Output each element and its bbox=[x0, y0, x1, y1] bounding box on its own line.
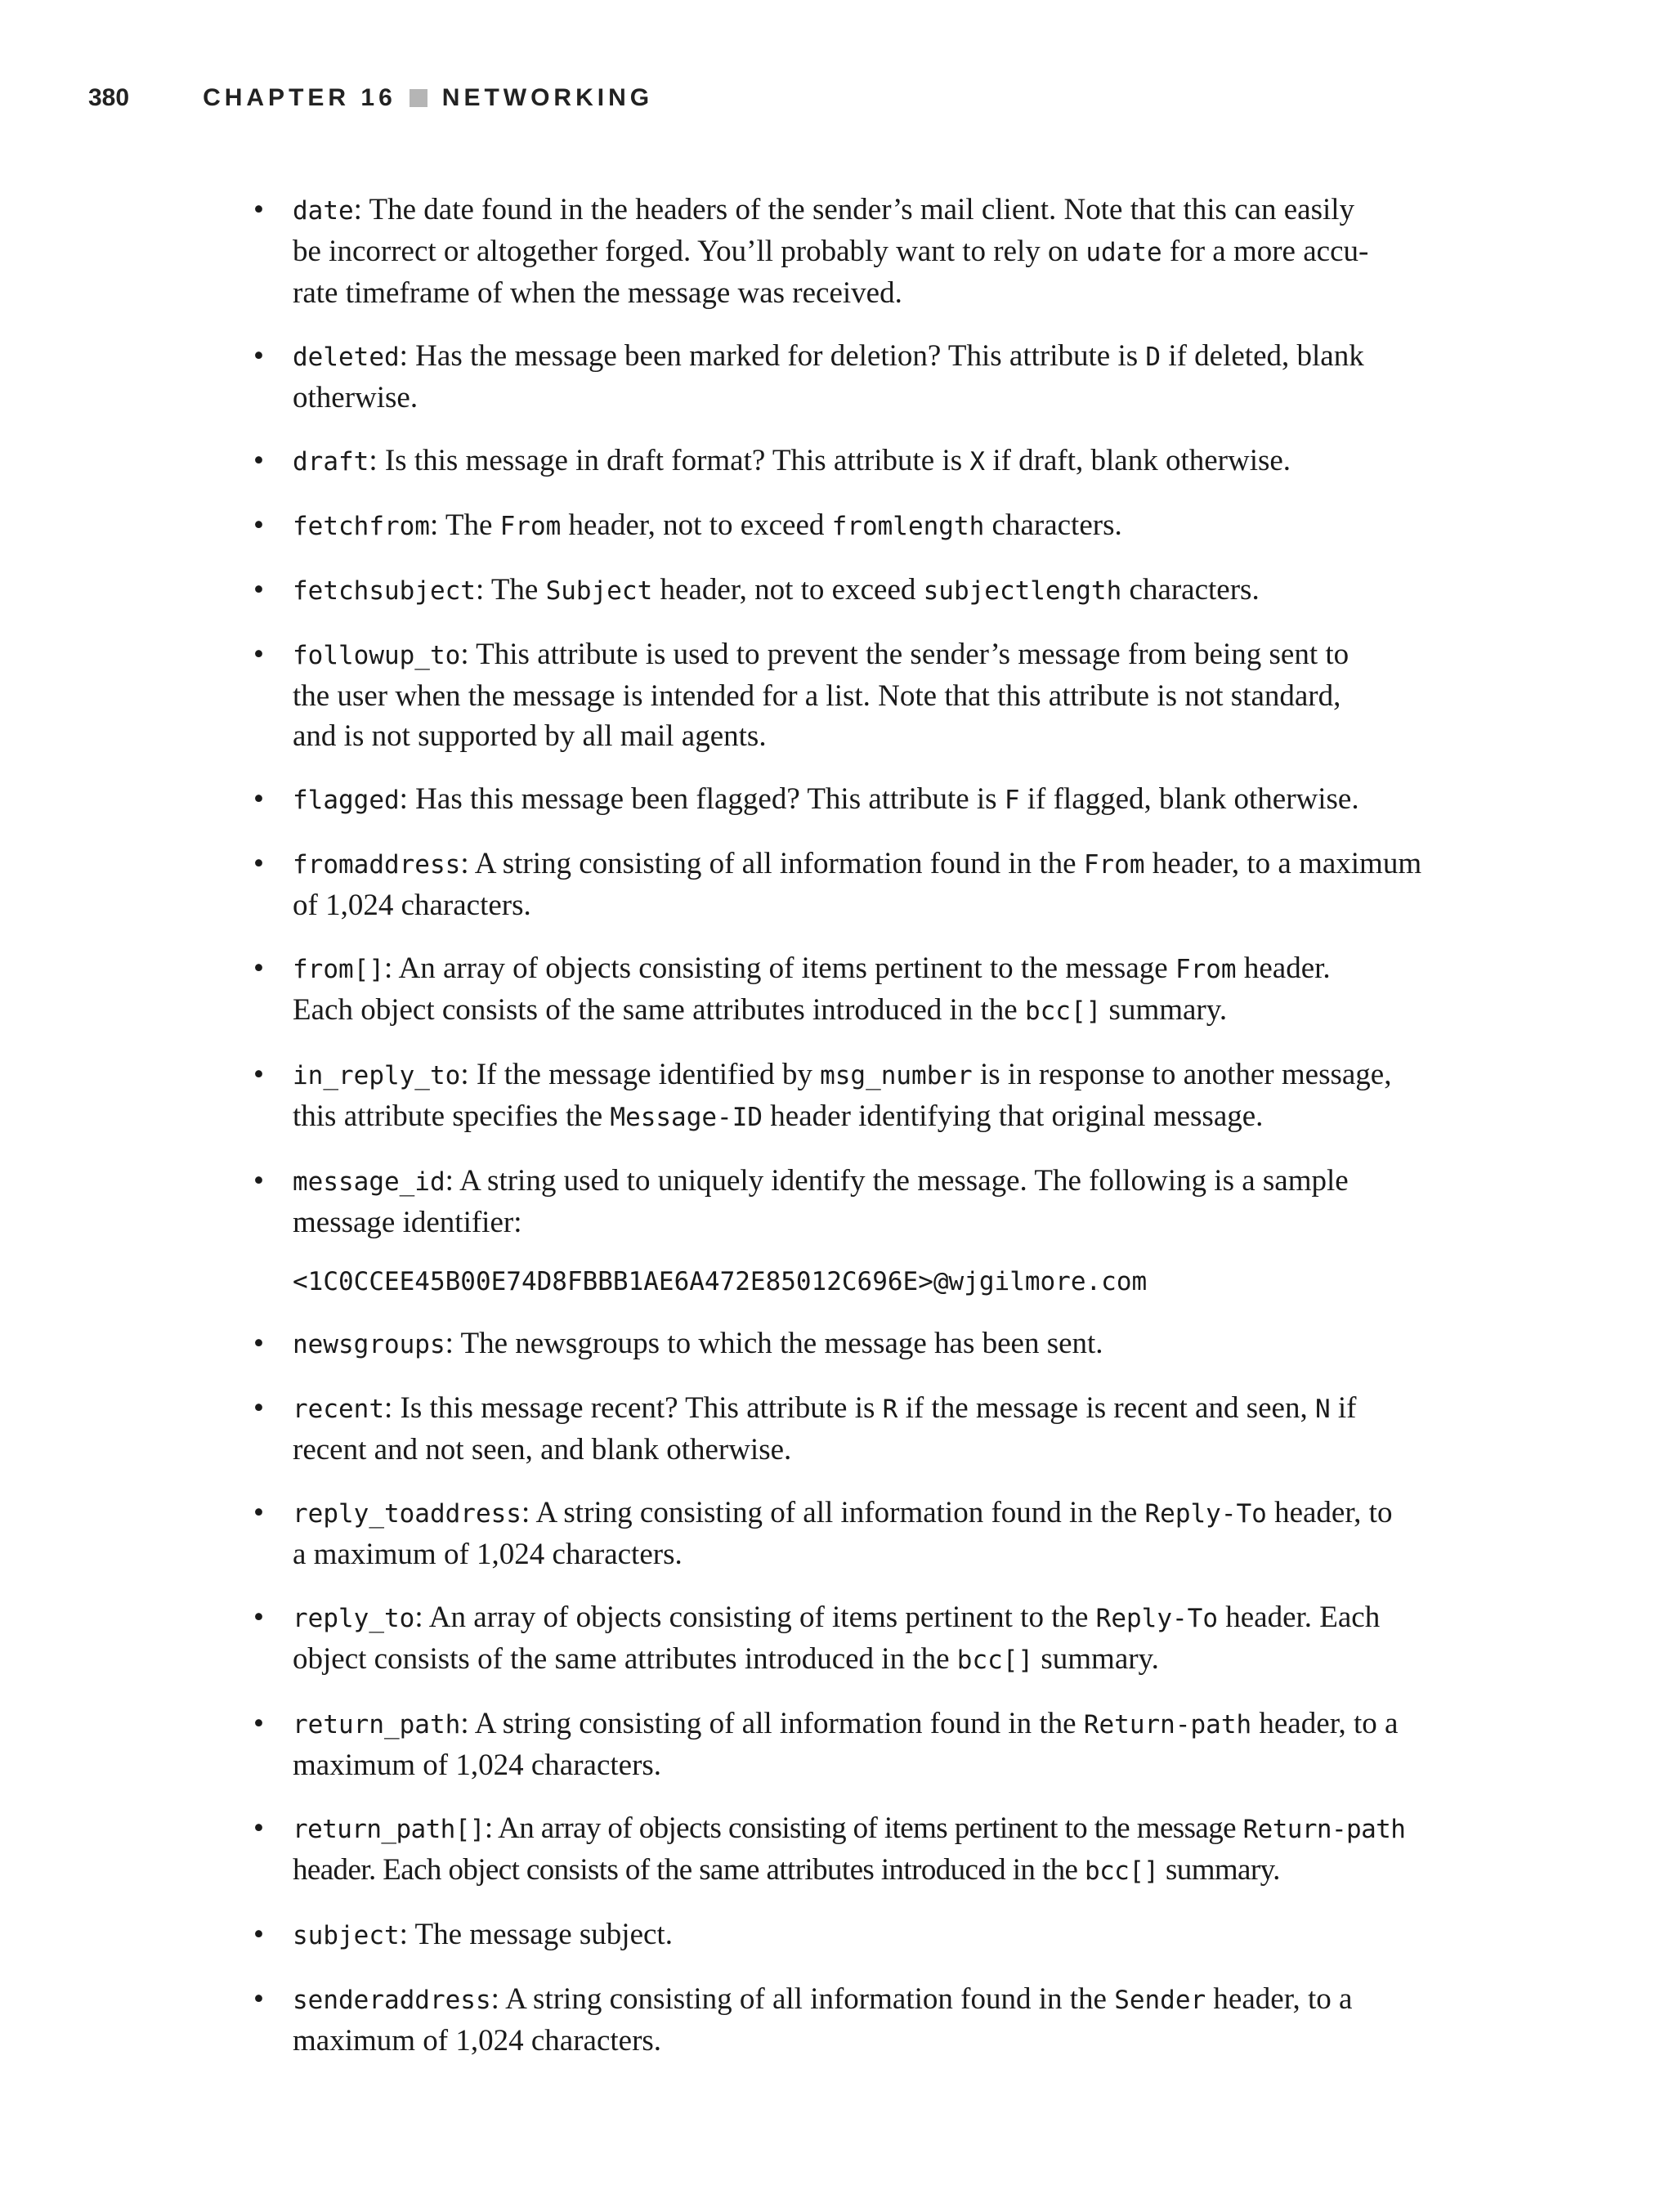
code-term: date bbox=[293, 196, 354, 226]
code-term: Reply-To bbox=[1095, 1604, 1218, 1633]
code-term: From bbox=[1083, 850, 1145, 880]
code-term: X bbox=[969, 447, 986, 477]
code-term: fetchsubject bbox=[293, 576, 476, 606]
code-term: Return-path bbox=[1083, 1710, 1252, 1740]
text-line bbox=[293, 1808, 1460, 1850]
body-text: : If the message identified by bbox=[460, 1058, 821, 1091]
text-line bbox=[293, 1534, 1460, 1574]
body-text: : Has this message been flagged? This attribute is bbox=[399, 782, 1005, 816]
body-text: characters. bbox=[1121, 573, 1260, 607]
code-term: in_reply_to bbox=[293, 1061, 461, 1090]
body-text: header, to a bbox=[1206, 1982, 1353, 2016]
text-line bbox=[293, 1055, 1460, 1096]
code-term: msg_number bbox=[820, 1061, 973, 1090]
text-line bbox=[293, 779, 1460, 821]
body-text: : A string consisting of all information found in the bbox=[521, 1496, 1145, 1529]
chapter-label: CHAPTER 16 bbox=[203, 84, 396, 111]
list-item bbox=[253, 1979, 1460, 2061]
body-text: recent and not seen, and blank otherwise. bbox=[293, 1433, 792, 1466]
list-item bbox=[253, 1388, 1460, 1470]
bullet-icon: • bbox=[253, 638, 264, 671]
code-term: R bbox=[882, 1395, 898, 1424]
attribute-list bbox=[253, 190, 1460, 2061]
bullet-icon: • bbox=[253, 1982, 264, 2016]
body-text: : A string consisting of all information found in the bbox=[460, 847, 1084, 880]
code-term: senderaddress bbox=[293, 1986, 491, 2015]
body-text: a maximum of 1,024 characters. bbox=[293, 1538, 683, 1571]
code-term: Sender bbox=[1114, 1986, 1206, 2015]
body-text: if flagged, blank otherwise. bbox=[1019, 782, 1359, 816]
text-line bbox=[293, 378, 1460, 418]
section-label: NETWORKING bbox=[441, 84, 654, 111]
text-line bbox=[293, 676, 1460, 716]
code-term: bcc[] bbox=[1024, 996, 1102, 1026]
body-text: characters. bbox=[984, 508, 1122, 542]
bullet-icon: • bbox=[253, 1391, 264, 1425]
body-text: : Has the message been marked for deletion? This attribute is bbox=[399, 339, 1146, 373]
text-line bbox=[293, 1597, 1460, 1639]
bullet-icon: • bbox=[253, 444, 264, 477]
body-text: summary. bbox=[1101, 993, 1228, 1027]
body-text: : This attribute is used to prevent the sender’s message from being sent to bbox=[460, 638, 1349, 671]
code-term: Subject bbox=[545, 576, 653, 606]
body-text: : The newsgroups to which the message has been sent. bbox=[445, 1327, 1103, 1360]
body-text: header. Each bbox=[1217, 1601, 1381, 1634]
list-item bbox=[253, 1914, 1460, 1956]
list-item bbox=[253, 1323, 1460, 1365]
list-item bbox=[253, 1493, 1460, 1574]
code-term: recent bbox=[293, 1395, 384, 1424]
bullet-icon: • bbox=[253, 1707, 264, 1740]
text-line bbox=[293, 1704, 1460, 1745]
text-line bbox=[293, 1096, 1460, 1138]
text-line bbox=[293, 844, 1460, 885]
list-item bbox=[253, 1055, 1460, 1138]
text-line bbox=[293, 1914, 1460, 1956]
bullet-icon: • bbox=[253, 339, 264, 373]
text-line bbox=[293, 1430, 1460, 1470]
body-text: otherwise. bbox=[293, 381, 418, 414]
text-line bbox=[293, 505, 1460, 547]
list-item bbox=[253, 1808, 1460, 1892]
page-number: 380 bbox=[88, 84, 130, 111]
body-text: header, not to exceed bbox=[561, 508, 832, 542]
code-term: deleted bbox=[293, 343, 400, 372]
list-item bbox=[253, 779, 1460, 821]
list-item bbox=[253, 634, 1460, 756]
body-text: : A string consisting of all information found in the bbox=[460, 1707, 1084, 1740]
list-item bbox=[253, 1597, 1460, 1681]
bullet-icon: • bbox=[253, 782, 264, 816]
separator-square-icon bbox=[410, 89, 427, 107]
list-item bbox=[253, 948, 1460, 1032]
bullet-icon: • bbox=[253, 1327, 264, 1360]
body-text: : An array of objects consisting of items pertinent to the message bbox=[383, 952, 1175, 985]
bullet-icon: • bbox=[253, 1164, 264, 1198]
text-line bbox=[293, 441, 1460, 482]
code-term: subject bbox=[293, 1921, 400, 1950]
code-term: F bbox=[1004, 786, 1020, 815]
text-line bbox=[293, 634, 1460, 676]
sample-identifier: <1C0CCEE45B00E74D8FBBB1AE6A472E85012C696E>@wjgilmore.com bbox=[293, 1267, 1148, 1296]
bullet-icon: • bbox=[253, 952, 264, 985]
body-text: header identifying that original message. bbox=[763, 1099, 1264, 1133]
text-line bbox=[293, 1639, 1460, 1681]
bullet-icon: • bbox=[253, 1058, 264, 1091]
code-term: From bbox=[499, 512, 562, 541]
body-text: object consists of the same attributes introduced in the bbox=[293, 1642, 957, 1676]
code-term: fromaddress bbox=[293, 850, 461, 880]
body-text: if bbox=[1330, 1391, 1357, 1425]
text-line bbox=[293, 885, 1460, 925]
body-text: Each object consists of the same attributes introduced in the bbox=[293, 993, 1025, 1027]
body-text: : An array of objects consisting of items pertinent to the message bbox=[484, 1811, 1243, 1845]
body-text: of 1,024 characters. bbox=[293, 889, 531, 922]
body-text: maximum of 1,024 characters. bbox=[293, 1749, 662, 1782]
body-text: : An array of objects consisting of items pertinent to the bbox=[414, 1601, 1096, 1634]
body-text: : A string used to uniquely identify the message. The following is a sample bbox=[445, 1164, 1349, 1198]
body-text: : The message subject. bbox=[399, 1918, 673, 1951]
body-text: be incorrect or altogether forged. You’ll probably want to rely on bbox=[293, 235, 1086, 268]
body-text: : The bbox=[429, 508, 500, 542]
text-line bbox=[293, 273, 1460, 313]
code-term: fetchfrom bbox=[293, 512, 430, 541]
bullet-icon: • bbox=[253, 1496, 264, 1529]
text-line bbox=[293, 190, 1460, 231]
code-term: D bbox=[1145, 343, 1162, 372]
code-term: N bbox=[1314, 1395, 1331, 1424]
bullet-icon: • bbox=[253, 847, 264, 880]
body-text: header, to bbox=[1266, 1496, 1393, 1529]
list-item bbox=[253, 505, 1460, 547]
code-term: message_id bbox=[293, 1167, 445, 1197]
bullet-icon: • bbox=[253, 508, 264, 542]
text-line bbox=[293, 231, 1460, 273]
list-item bbox=[253, 441, 1460, 482]
code-term: bcc[] bbox=[1085, 1856, 1159, 1886]
body-text: : The date found in the headers of the sender’s mail client. Note that this can easily bbox=[353, 193, 1355, 226]
code-term: reply_to bbox=[293, 1604, 415, 1633]
bullet-icon: • bbox=[253, 193, 264, 226]
text-line bbox=[293, 2021, 1460, 2061]
list-item bbox=[253, 336, 1460, 418]
bullet-icon: • bbox=[253, 1601, 264, 1634]
body-text: summary. bbox=[1033, 1642, 1159, 1676]
body-text: : Is this message recent? This attribute is bbox=[383, 1391, 883, 1425]
code-term: Message-ID bbox=[610, 1103, 763, 1132]
body-text: rate timeframe of when the message was received. bbox=[293, 276, 902, 310]
body-text: summary. bbox=[1158, 1853, 1280, 1887]
list-item bbox=[253, 1704, 1460, 1785]
text-line bbox=[293, 1979, 1460, 2021]
code-term: draft bbox=[293, 447, 369, 477]
code-term: reply_toaddress bbox=[293, 1499, 521, 1529]
body-text: : A string consisting of all information found in the bbox=[490, 1982, 1115, 2016]
code-term: Reply-To bbox=[1144, 1499, 1267, 1529]
body-text: header, to a maximum bbox=[1144, 847, 1422, 880]
running-head bbox=[88, 82, 653, 114]
body-text: for a more accu- bbox=[1162, 235, 1369, 268]
code-term: return_path[] bbox=[293, 1815, 485, 1844]
text-line bbox=[293, 1388, 1460, 1430]
body-text: header, to a bbox=[1251, 1707, 1399, 1740]
list-item bbox=[253, 844, 1460, 925]
code-term: Return-path bbox=[1242, 1815, 1406, 1844]
text-line bbox=[293, 1161, 1460, 1202]
text-line bbox=[293, 336, 1460, 378]
list-item bbox=[253, 570, 1460, 611]
text-line bbox=[293, 990, 1460, 1032]
list-item bbox=[253, 190, 1460, 313]
list-item bbox=[253, 1161, 1460, 1243]
body-text: message identifier: bbox=[293, 1206, 522, 1239]
text-line bbox=[293, 1493, 1460, 1534]
bullet-icon: • bbox=[253, 573, 264, 607]
code-term: bcc[] bbox=[956, 1646, 1034, 1675]
text-line bbox=[293, 1323, 1460, 1365]
body-text: the user when the message is intended for a list. Note that this attribute is not standard, bbox=[293, 679, 1341, 713]
body-text: : The bbox=[475, 573, 546, 607]
body-text: is in response to another message, bbox=[972, 1058, 1392, 1091]
text-line bbox=[293, 1850, 1460, 1892]
code-term: followup_to bbox=[293, 641, 461, 670]
body-text: maximum of 1,024 characters. bbox=[293, 2024, 662, 2058]
text-line bbox=[293, 570, 1460, 611]
code-term: return_path bbox=[293, 1710, 461, 1740]
body-text: and is not supported by all mail agents. bbox=[293, 719, 767, 753]
body-text: if the message is recent and seen, bbox=[897, 1391, 1315, 1425]
code-term: From bbox=[1175, 955, 1237, 984]
text-line bbox=[293, 1202, 1460, 1243]
body-text: if draft, blank otherwise. bbox=[985, 444, 1291, 477]
body-text: header, not to exceed bbox=[652, 573, 924, 607]
text-line bbox=[293, 716, 1460, 756]
code-term: udate bbox=[1085, 238, 1162, 267]
code-term: from[] bbox=[293, 955, 384, 984]
code-term: subjectlength bbox=[923, 576, 1122, 606]
body-text: : Is this message in draft format? This attribute is bbox=[369, 444, 970, 477]
text-line bbox=[293, 948, 1460, 990]
code-term: newsgroups bbox=[293, 1330, 445, 1359]
bullet-icon: • bbox=[253, 1918, 264, 1951]
page-body bbox=[253, 190, 1460, 2084]
body-text: header. bbox=[1236, 952, 1331, 985]
text-line bbox=[293, 1745, 1460, 1785]
body-text: this attribute specifies the bbox=[293, 1099, 611, 1133]
body-text: header. Each object consists of the same attributes introduced in the bbox=[293, 1853, 1085, 1887]
code-term: fromlength bbox=[831, 512, 985, 541]
bullet-icon: • bbox=[253, 1811, 264, 1845]
body-text: if deleted, blank bbox=[1161, 339, 1364, 373]
code-term: flagged bbox=[293, 786, 400, 815]
